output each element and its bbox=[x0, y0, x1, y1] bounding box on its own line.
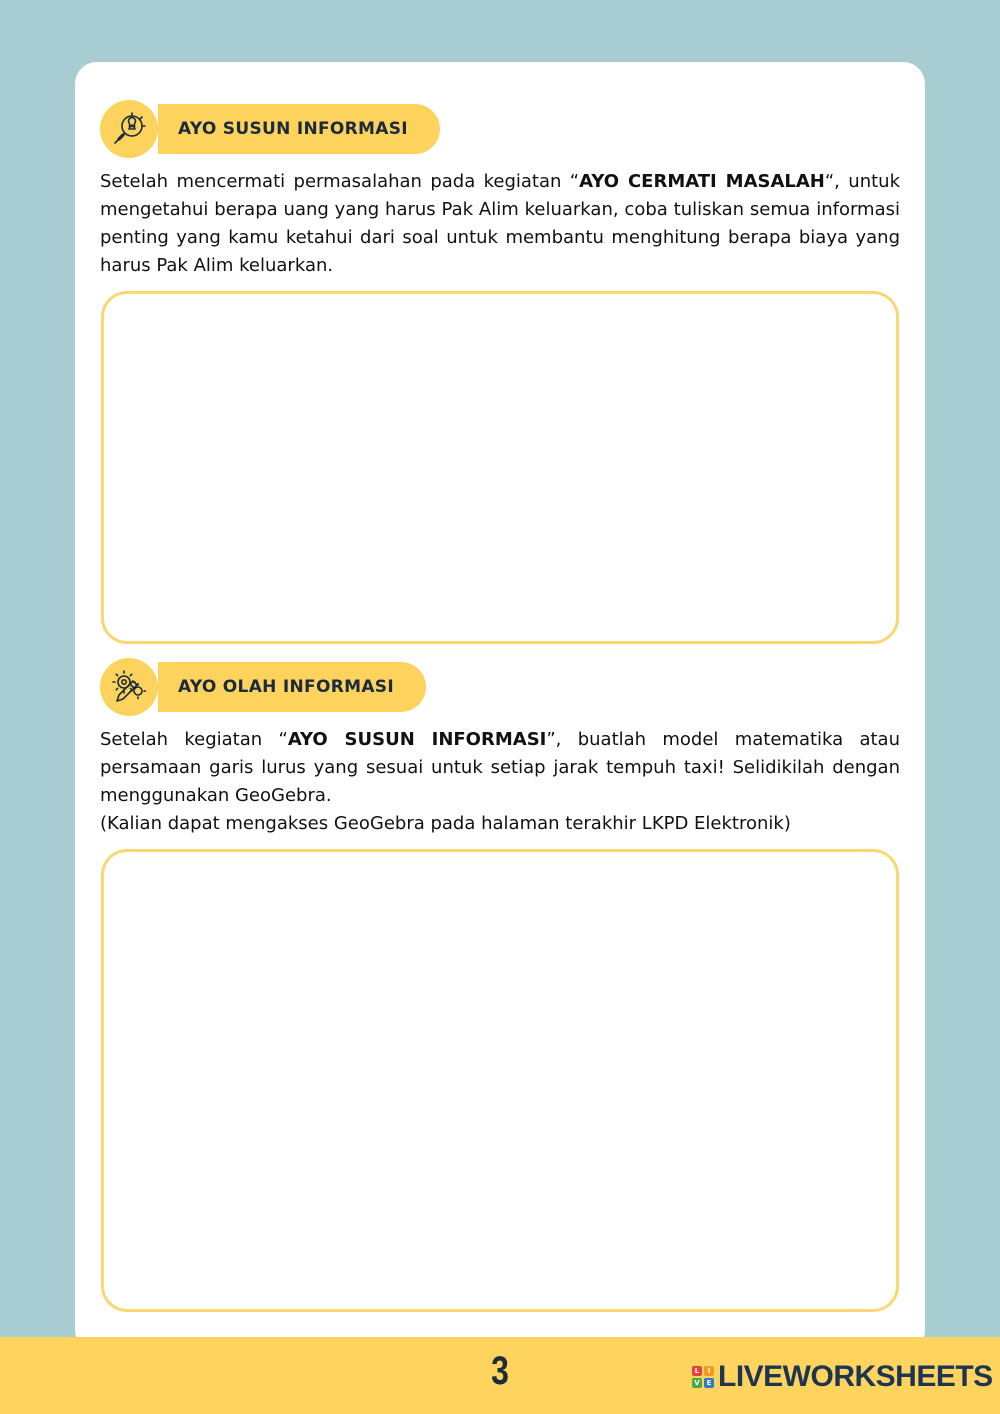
instruction-text: Setelah kegiatan “ bbox=[100, 729, 288, 750]
brand-letter: I bbox=[704, 1366, 714, 1376]
lightbulb-magnifier-icon bbox=[100, 100, 158, 158]
page-number: 3 bbox=[491, 1349, 509, 1393]
brand-mark-icon bbox=[692, 1366, 714, 1388]
instruction-paragraph-susun bbox=[100, 168, 900, 280]
brand-letter: V bbox=[692, 1378, 702, 1388]
instruction-text: “, untuk mengetahui berapa uang yang harus Pak Alim keluarkan, coba tuliskan semua informasi penting yang kamu ketahui dari soal untuk membantu menghitung berapa biaya yang harus Pak Alim keluarkan. bbox=[100, 171, 900, 276]
answer-box-olah[interactable] bbox=[101, 849, 899, 1312]
brand-letter: L bbox=[692, 1366, 702, 1376]
instruction-paragraph-olah bbox=[100, 726, 900, 810]
instruction-note-olah: (Kalian dapat mengakses GeoGebra pada halaman terakhir LKPD Elektronik) bbox=[100, 813, 791, 834]
instruction-emphasis: AYO SUSUN INFORMASI bbox=[287, 729, 547, 750]
section-title-susun: AYO SUSUN INFORMASI bbox=[158, 104, 440, 154]
instruction-text: Setelah mencermati permasalahan pada kegiatan “ bbox=[100, 171, 580, 192]
page-footer bbox=[0, 1337, 1000, 1414]
brand-letter: E bbox=[704, 1378, 714, 1388]
brand-name: LIVEWORKSHEETS bbox=[718, 1360, 993, 1393]
instruction-emphasis: AYO CERMATI MASALAH bbox=[579, 171, 825, 192]
liveworksheets-logo[interactable] bbox=[692, 1359, 993, 1395]
gear-pencil-icon bbox=[100, 658, 158, 716]
instruction-text: ”, buatlah model matematika atau persamaan garis lurus yang sesuai untuk setiap jarak tempuh taxi! Selidikilah dengan menggunakan GeoGebra. bbox=[100, 729, 900, 806]
answer-box-susun[interactable] bbox=[101, 291, 899, 644]
section-title-olah: AYO OLAH INFORMASI bbox=[158, 662, 426, 712]
